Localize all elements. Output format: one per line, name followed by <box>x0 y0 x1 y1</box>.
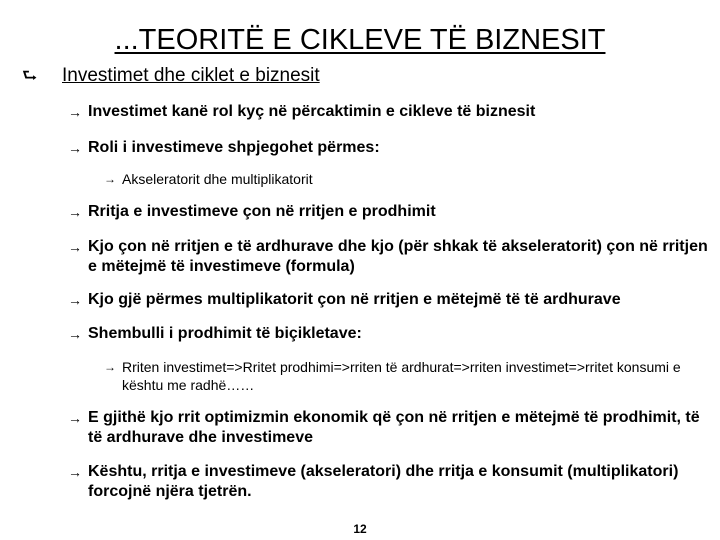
slide-title: ...TEORITË E CIKLEVE TË BIZNESIT <box>114 24 606 56</box>
list-item-text: E gjithë kjo rrit optimizmin ekonomik që çon në rritjen e mëtejmë të prodhimit, të të ardhurave dhe investimeve <box>88 409 700 446</box>
arrow-icon: → <box>68 104 82 120</box>
arrow-icon: → <box>68 239 82 255</box>
list-item-text: Rritja e investimeve çon në rritjen e prodhimit <box>88 203 436 220</box>
list-item-text: Shembulli i prodhimit të biçikletave: <box>88 325 362 342</box>
main-bullet-text: Investimet dhe ciklet e biznesit <box>62 65 320 86</box>
list-item-text: Kjo çon në rritjen e të ardhurave dhe kjo (për shkak të akseleratorit) çon në rritjen e mëtejmë të investimeve (formula) <box>88 238 708 275</box>
arrow-icon: → <box>68 464 82 480</box>
list-item-text: Kështu, rritja e investimeve (akseleratori) dhe rritja e konsumit (multiplikatori) forcojnë njëra tjetrën. <box>88 463 679 500</box>
arrow-icon: → <box>104 360 116 374</box>
arrow-icon: → <box>68 140 82 156</box>
sub-list-item-text: Rriten investimet=>Rritet prodhimi=>rriten të ardhurat=>rriten investimet=>rritet konsumi e kështu me radhë…… <box>122 359 681 393</box>
arrow-icon: → <box>68 326 82 342</box>
list-item-text: Roli i investimeve shpjegohet përmes: <box>88 139 380 156</box>
page-number: 12 <box>353 522 367 536</box>
arrow-icon: → <box>104 172 116 186</box>
list-item-text: Investimet kanë rol kyç në përcaktimin e cikleve të biznesit <box>88 103 536 120</box>
list-item-text: Kjo gjë përmes multiplikatorit çon në rritjen e mëtejmë të të ardhurave <box>88 291 621 308</box>
arrow-icon: → <box>68 204 82 220</box>
arrow-icon: → <box>68 292 82 308</box>
sub-list-item-text: Akseleratorit dhe multiplikatorit <box>122 171 313 187</box>
curved-arrow-icon: ⮑ <box>22 66 38 85</box>
arrow-icon: → <box>68 410 82 426</box>
